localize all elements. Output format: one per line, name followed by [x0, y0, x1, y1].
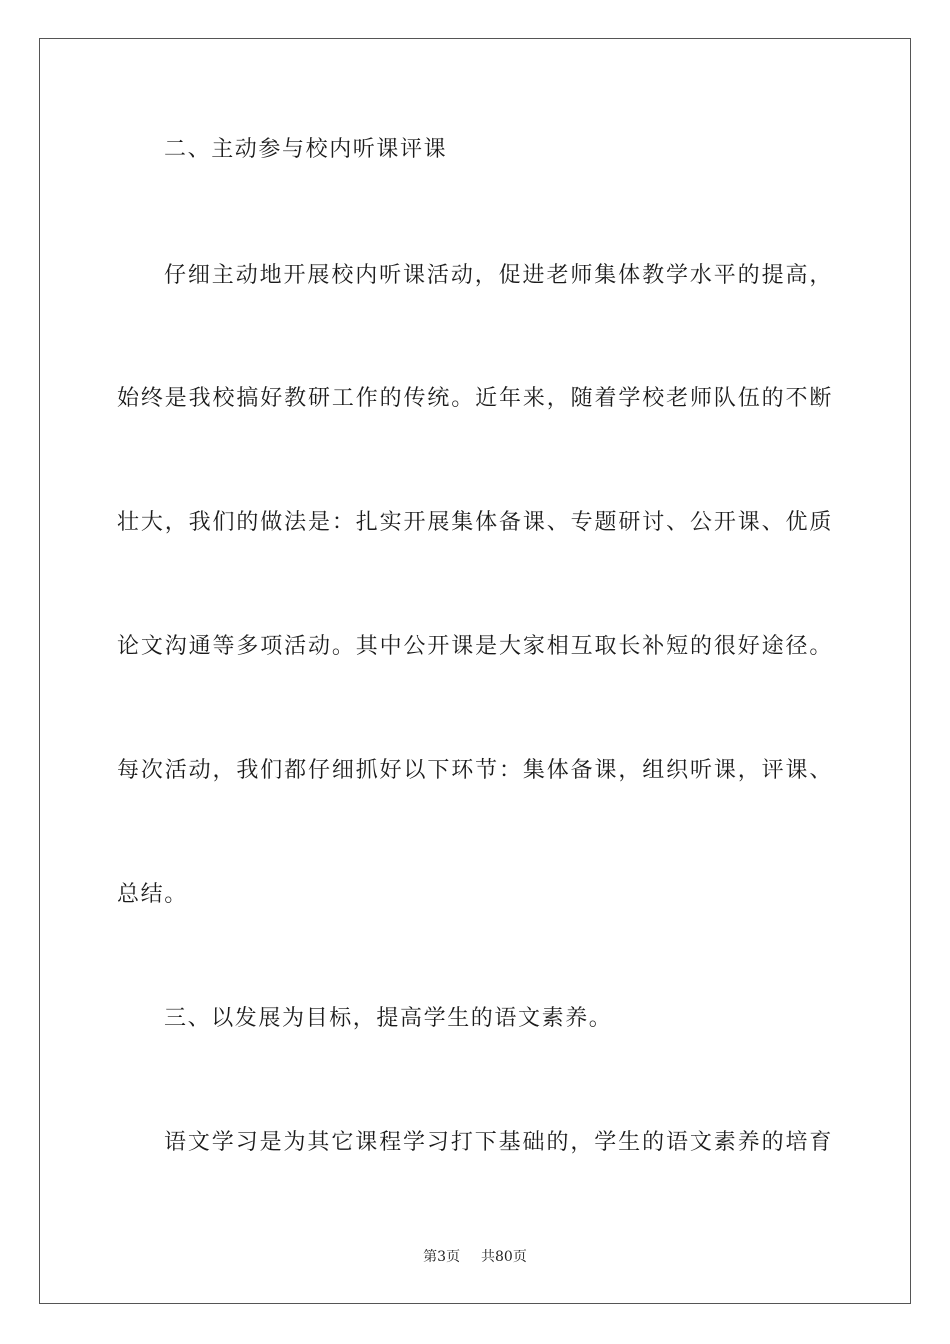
paragraph-line: 语文学习是为其它课程学习打下基础的，学生的语文素养的培育 — [164, 1130, 833, 1155]
paragraph-line: 仔细主动地开展校内听课活动，促进老师集体教学水平的提高， — [164, 263, 833, 288]
page-total: 共80页 — [481, 1249, 527, 1265]
paragraph-line: 每次活动，我们都仔细抓好以下环节：集体备课，组织听课，评课、 — [117, 758, 833, 783]
page-border — [39, 38, 911, 1304]
section-heading-3: 三、以发展为目标，提高学生的语文素养。 — [164, 1006, 613, 1031]
paragraph-line: 论文沟通等多项活动。其中公开课是大家相互取长补短的很好途径。 — [117, 634, 833, 659]
paragraph-line: 壮大，我们的做法是：扎实开展集体备课、专题研讨、公开课、优质 — [117, 510, 833, 535]
page-footer — [0, 1247, 950, 1267]
page-number: 第3页 — [423, 1249, 461, 1265]
section-heading-2: 二、主动参与校内听课评课 — [164, 137, 448, 162]
paragraph-line: 总结。 — [117, 882, 188, 907]
paragraph-line: 始终是我校搞好教研工作的传统。近年来，随着学校老师队伍的不断 — [117, 386, 833, 411]
